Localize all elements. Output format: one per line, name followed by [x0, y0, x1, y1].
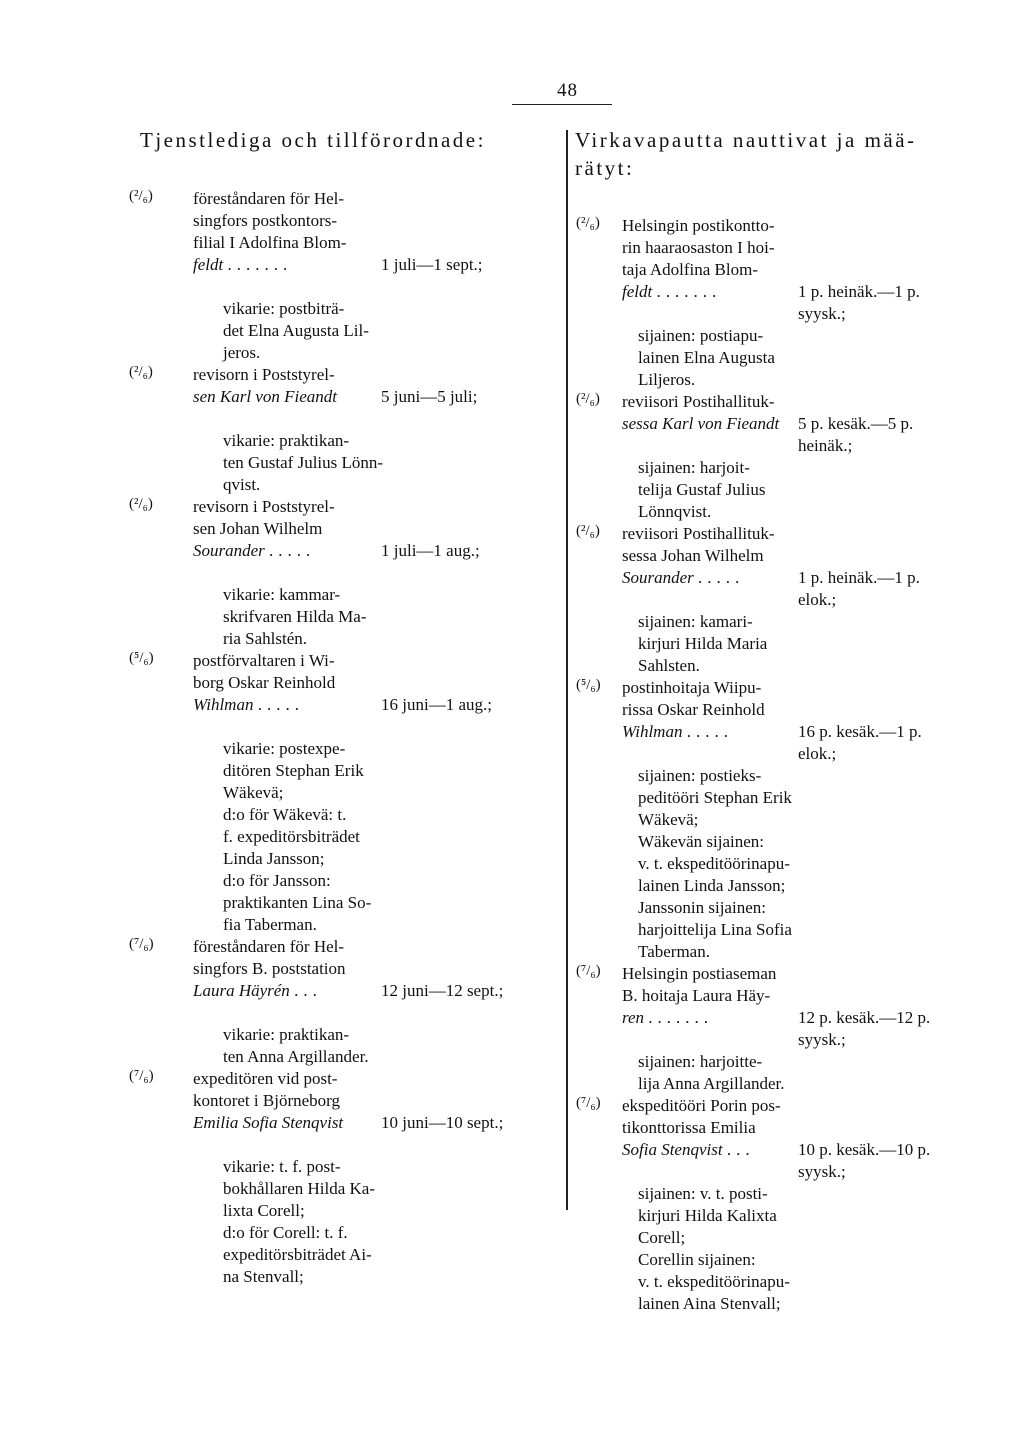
- entry-period: 12 juni—12 sept.;: [381, 981, 504, 1000]
- entry-last-line: [575, 413, 945, 435]
- substitute-line: sijainen: v. t. posti-: [638, 1184, 768, 1203]
- entry-last-line: [140, 540, 560, 562]
- substitute-line: d:o för Wäkevä: t.: [223, 805, 347, 824]
- substitute-line: v. t. ekspeditöörinapu-: [638, 1272, 790, 1291]
- entry-period: 10 p. kesäk.—10 p.: [798, 1140, 931, 1159]
- swedish-column: [129, 126, 560, 1288]
- substitute-line: sijainen: harjoit-: [638, 458, 750, 477]
- spacer: [140, 276, 560, 298]
- substitute-block: [140, 430, 560, 496]
- entry-date: (⁵/₆): [129, 650, 154, 666]
- substitute-line: vikarie: kammar-: [223, 585, 341, 604]
- substitute-line: sijainen: harjoitte-: [638, 1052, 763, 1071]
- entry: [129, 364, 560, 496]
- substitute-line: Linda Jansson;: [223, 849, 325, 868]
- substitute-line: lainen Aina Stenvall;: [638, 1294, 781, 1313]
- entry-line: filial I Adolfina Blom-: [193, 233, 347, 252]
- swedish-heading: Tjenstlediga och tillförordnade:: [140, 128, 486, 152]
- leader-dots: .....: [686, 722, 733, 741]
- entry-line: revisorn i Poststyrel-: [193, 365, 335, 384]
- substitute-line: lija Anna Argillander.: [638, 1074, 785, 1093]
- substitute-block: [140, 738, 560, 936]
- column-divider: [566, 130, 568, 1210]
- substitute-line: lainen Elna Augusta: [638, 348, 775, 367]
- entry-period-cont: [575, 1029, 945, 1051]
- entry-date: (⁷/₆): [129, 936, 154, 952]
- substitute-line: det Elna Augusta Lil-: [223, 321, 369, 340]
- entry-period: 1 p. heinäk.—1 p.: [798, 282, 920, 301]
- entry-last-line: [575, 721, 945, 743]
- substitute-line: Corellin sijainen:: [638, 1250, 756, 1269]
- finnish-heading-line-2: rätyt:: [575, 156, 635, 180]
- entry-line: kontoret i Björneborg: [193, 1091, 340, 1110]
- entry-date: (⁵/₆): [576, 677, 601, 693]
- entry-date: (⁷/₆): [129, 1068, 154, 1084]
- entry-name: Wihlman: [193, 695, 254, 714]
- page-number: 48: [557, 80, 578, 101]
- entry-line: rissa Oskar Reinhold: [622, 700, 765, 719]
- entry: [575, 391, 945, 523]
- entry-last-line: [140, 694, 560, 716]
- substitute-block: [575, 1051, 945, 1095]
- entry: [575, 963, 945, 1095]
- entry-line: borg Oskar Reinhold: [193, 673, 336, 692]
- entry-date: (²/₆): [576, 391, 600, 407]
- entry-period-2: syysk.;: [798, 1162, 846, 1181]
- entry-period: 1 juli—1 aug.;: [381, 541, 480, 560]
- spacer: [140, 1134, 560, 1156]
- substitute-line: d:o för Jansson:: [223, 871, 331, 890]
- entry-period: 1 juli—1 sept.;: [381, 255, 483, 274]
- substitute-line: Corell;: [638, 1228, 686, 1247]
- entry-period-cont: [575, 303, 945, 325]
- substitute-line: Lönnqvist.: [638, 502, 712, 521]
- entry-line: reviisori Postihallituk-: [622, 524, 775, 543]
- entry: [575, 1095, 945, 1315]
- substitute-block: [140, 1156, 560, 1288]
- entry: [575, 677, 945, 963]
- entry-name: Sourander: [193, 541, 265, 560]
- entry-last-line: [140, 254, 560, 276]
- entry-line: B. hoitaja Laura Häy-: [622, 986, 771, 1005]
- entry-line: reviisori Postihallituk-: [622, 392, 775, 411]
- spacer: [140, 408, 560, 430]
- entry-line: rin haaraosaston I hoi-: [622, 238, 775, 257]
- entry-period-2: elok.;: [798, 744, 837, 763]
- substitute-line: vikarie: t. f. post-: [223, 1157, 341, 1176]
- substitute-line: Sahlsten.: [638, 656, 700, 675]
- entry: [575, 215, 945, 391]
- entry-line: Helsingin postiaseman: [622, 964, 777, 983]
- leader-dots: ...: [726, 1140, 755, 1159]
- entry-last-line: [575, 567, 945, 589]
- entry: [129, 936, 560, 1068]
- entry-last-line: [575, 1007, 945, 1029]
- substitute-line: kirjuri Hilda Kalixta: [638, 1206, 777, 1225]
- entry-line: föreståndaren för Hel-: [193, 937, 345, 956]
- substitute-block: [140, 298, 560, 364]
- leader-dots: ...: [294, 981, 322, 1000]
- entry-period: 12 p. kesäk.—12 p.: [798, 1008, 931, 1027]
- entry-name: Emilia Sofia Stenqvist: [193, 1113, 344, 1132]
- entry-period-cont: [575, 589, 945, 611]
- entry-name: sessa Karl von Fieandt: [622, 414, 780, 433]
- substitute-line: fia Taberman.: [223, 915, 317, 934]
- substitute-line: Taberman.: [638, 942, 710, 961]
- entry-period: 10 juni—10 sept.;: [381, 1113, 504, 1132]
- substitute-line: praktikanten Lina So-: [223, 893, 372, 912]
- substitute-line: vikarie: praktikan-: [223, 1025, 350, 1044]
- entry-line: ekspeditööri Porin pos-: [622, 1096, 781, 1115]
- entry-name: ren: [622, 1008, 645, 1027]
- entry-period: 1 p. heinäk.—1 p.: [798, 568, 920, 587]
- substitute-line: harjoittelija Lina Sofia: [638, 920, 792, 939]
- spacer: [140, 716, 560, 738]
- entry-last-line: [140, 980, 560, 1002]
- substitute-block: [140, 584, 560, 650]
- finnish-heading: [575, 126, 945, 182]
- leader-dots: .......: [656, 282, 722, 301]
- entry-last-line: [140, 386, 560, 408]
- page-number-rule: [512, 104, 612, 105]
- entry-date: (²/₆): [576, 215, 600, 231]
- substitute-block: [575, 457, 945, 523]
- entry-period: 5 juni—5 juli;: [381, 387, 478, 406]
- entry-period-cont: [575, 1161, 945, 1183]
- entry-line: singfors B. poststation: [193, 959, 346, 978]
- entry-line: sessa Johan Wilhelm: [622, 546, 764, 565]
- entry-line: taja Adolfina Blom-: [622, 260, 758, 279]
- substitute-line: jeros.: [223, 343, 261, 362]
- entry-line: revisorn i Poststyrel-: [193, 497, 335, 516]
- finnish-entries: [575, 215, 945, 1315]
- spacer: [140, 1002, 560, 1024]
- entry: [129, 1068, 560, 1288]
- substitute-line: peditööri Stephan Erik: [638, 788, 792, 807]
- entry-name: Wihlman: [622, 722, 683, 741]
- leader-dots: .....: [698, 568, 745, 587]
- entry-name: feldt: [622, 282, 653, 301]
- substitute-block: [575, 1183, 945, 1315]
- spacer: [140, 562, 560, 584]
- entry-name: Sourander: [622, 568, 694, 587]
- substitute-line: f. expeditörsbiträdet: [223, 827, 360, 846]
- entry-date: (²/₆): [129, 188, 153, 204]
- entry-period-cont: [575, 743, 945, 765]
- substitute-line: kirjuri Hilda Maria: [638, 634, 768, 653]
- substitute-block: [575, 325, 945, 391]
- substitute-block: [140, 1024, 560, 1068]
- entry-name: Sofia Stenqvist: [622, 1140, 723, 1159]
- entry: [575, 523, 945, 677]
- substitute-line: vikarie: postbiträ-: [223, 299, 345, 318]
- entry: [129, 496, 560, 650]
- swedish-entries: [129, 188, 560, 1288]
- entry-name: sen Karl von Fieandt: [193, 387, 338, 406]
- substitute-line: vikarie: postexpe-: [223, 739, 346, 758]
- substitute-line: sijainen: kamari-: [638, 612, 753, 631]
- entry-line: Helsingin postikontto-: [622, 216, 775, 235]
- substitute-line: sijainen: postieks-: [638, 766, 762, 785]
- entry-period-2: syysk.;: [798, 304, 846, 323]
- entry-last-line: [575, 1139, 945, 1161]
- entry-line: singfors postkontors-: [193, 211, 338, 230]
- entry-period: 16 juni—1 aug.;: [381, 695, 492, 714]
- entry-name: feldt: [193, 255, 224, 274]
- entry-last-line: [140, 1112, 560, 1134]
- entry-date: (⁷/₆): [576, 1095, 601, 1111]
- substitute-line: ditören Stephan Erik: [223, 761, 364, 780]
- entry-period-2: syysk.;: [798, 1030, 846, 1049]
- substitute-line: Liljeros.: [638, 370, 696, 389]
- substitute-line: lixta Corell;: [223, 1201, 305, 1220]
- entry-date: (²/₆): [129, 364, 153, 380]
- entry: [129, 650, 560, 936]
- entry: [129, 188, 560, 364]
- substitute-line: Wäkevä;: [638, 810, 699, 829]
- substitute-line: ten Gustaf Julius Lönn-: [223, 453, 384, 472]
- substitute-line: sijainen: postiapu-: [638, 326, 764, 345]
- entry-date: (²/₆): [129, 496, 153, 512]
- entry-line: expeditören vid post-: [193, 1069, 338, 1088]
- entry-line: sen Johan Wilhelm: [193, 519, 323, 538]
- finnish-column: [575, 126, 945, 1315]
- substitute-line: v. t. ekspeditöörinapu-: [638, 854, 790, 873]
- entry-period-2: elok.;: [798, 590, 837, 609]
- substitute-line: na Stenvall;: [223, 1267, 304, 1286]
- substitute-line: Wäkevä;: [223, 783, 284, 802]
- substitute-line: Janssonin sijainen:: [638, 898, 766, 917]
- entry-name: Laura Häyrén: [193, 981, 290, 1000]
- substitute-line: ria Sahlstén.: [223, 629, 308, 648]
- leader-dots: .....: [269, 541, 316, 560]
- substitute-line: Wäkevän sijainen:: [638, 832, 765, 851]
- leader-dots: .......: [648, 1008, 714, 1027]
- entry-line: postförvaltaren i Wi-: [193, 651, 335, 670]
- substitute-line: qvist.: [223, 475, 261, 494]
- entry-period-2: heinäk.;: [798, 436, 853, 455]
- substitute-line: expeditörsbiträdet Ai-: [223, 1245, 372, 1264]
- entry-line: postinhoitaja Wiipu-: [622, 678, 762, 697]
- entry-last-line: [575, 281, 945, 303]
- substitute-line: d:o för Corell: t. f.: [223, 1223, 348, 1242]
- substitute-line: skrifvaren Hilda Ma-: [223, 607, 367, 626]
- substitute-block: [575, 765, 945, 963]
- leader-dots: .....: [257, 695, 304, 714]
- substitute-line: bokhållaren Hilda Ka-: [223, 1179, 375, 1198]
- substitute-line: ten Anna Argillander.: [223, 1047, 369, 1066]
- entry-date: (⁷/₆): [576, 963, 601, 979]
- substitute-line: lainen Linda Jansson;: [638, 876, 786, 895]
- entry-period-cont: [575, 435, 945, 457]
- entry-date: (²/₆): [576, 523, 600, 539]
- entry-line: föreståndaren för Hel-: [193, 189, 345, 208]
- entry-period: 5 p. kesäk.—5 p.: [798, 414, 914, 433]
- substitute-line: telija Gustaf Julius: [638, 480, 766, 499]
- entry-period: 16 p. kesäk.—1 p.: [798, 722, 922, 741]
- substitute-line: vikarie: praktikan-: [223, 431, 350, 450]
- substitute-block: [575, 611, 945, 677]
- entry-line: tikonttorissa Emilia: [622, 1118, 756, 1137]
- finnish-heading-line-1: Virkavapautta nauttivat ja mää-: [575, 128, 917, 152]
- leader-dots: .......: [227, 255, 293, 274]
